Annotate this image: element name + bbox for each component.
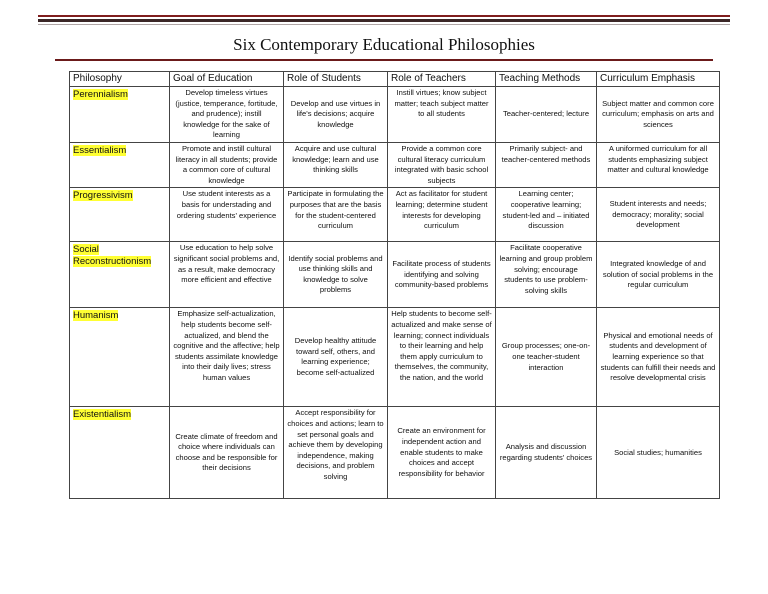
header-methods: Teaching Methods bbox=[496, 72, 597, 87]
goal-cell: Create climate of freedom and choice where individuals can choose and be responsible for their decisions bbox=[170, 407, 284, 499]
table-row bbox=[70, 188, 720, 242]
header-students: Role of Students bbox=[284, 72, 388, 87]
header-row bbox=[70, 72, 720, 87]
students-cell: Participate in formulating the purposes that are the basis for the student-centered curriculum bbox=[284, 188, 388, 242]
philosophy-name: Essentialism bbox=[73, 144, 127, 156]
students-cell: Develop healthy attitude toward self, others, and learning experience; become self-actualized bbox=[284, 308, 388, 407]
philosophy-cell bbox=[70, 142, 170, 187]
students-cell: Acquire and use cultural knowledge; learn and use thinking skills bbox=[284, 142, 388, 187]
table-row bbox=[70, 407, 720, 499]
header-curriculum: Curriculum Emphasis bbox=[597, 72, 720, 87]
top-border-line bbox=[38, 19, 730, 22]
curriculum-cell: Integrated knowledge of and solution of social problems in the regular curriculum bbox=[597, 242, 720, 308]
methods-cell: Analysis and discussion regarding students' choices bbox=[496, 407, 597, 499]
teachers-cell: Act as facilitator for student learning; determine student interests for developing curriculum bbox=[388, 188, 496, 242]
top-border-line bbox=[38, 24, 730, 25]
table-row bbox=[70, 87, 720, 143]
teachers-cell: Facilitate process of students identifying and solving community-based problems bbox=[388, 242, 496, 308]
philosophy-name: Progressivism bbox=[73, 190, 133, 202]
methods-cell: Teacher-centered; lecture bbox=[496, 87, 597, 143]
philosophy-cell bbox=[70, 87, 170, 143]
students-cell: Identify social problems and use thinking skills and knowledge to solve problems bbox=[284, 242, 388, 308]
table-row bbox=[70, 242, 720, 308]
curriculum-cell: Student interests and needs; democracy; morality; social development bbox=[597, 188, 720, 242]
philosophies-table bbox=[69, 71, 720, 499]
table-row bbox=[70, 308, 720, 407]
philosophy-name: Existentialism bbox=[73, 409, 132, 421]
curriculum-cell: Subject matter and common core curriculum; emphasis on arts and sciences bbox=[597, 87, 720, 143]
title-underline bbox=[55, 59, 713, 61]
methods-cell: Facilitate cooperative learning and group problem solving; encourage students to use problem-solving skills bbox=[496, 242, 597, 308]
curriculum-cell: A uniformed curriculum for all students emphasizing subject matter and cultural knowledge bbox=[597, 142, 720, 187]
methods-cell: Group processes; one-on-one teacher-student interaction bbox=[496, 308, 597, 407]
philosophy-name: Humanism bbox=[73, 310, 119, 322]
header-goal: Goal of Education bbox=[170, 72, 284, 87]
philosophy-cell bbox=[70, 407, 170, 499]
page-title: Six Contemporary Educational Philosophies bbox=[233, 35, 535, 54]
philosophy-cell bbox=[70, 188, 170, 242]
goal-cell: Emphasize self-actualization, help students become self-actualized, and blend the cognitive and the affective; help students assimilate knowledge into their daily lives; stress human values bbox=[170, 308, 284, 407]
curriculum-cell: Social studies; humanities bbox=[597, 407, 720, 499]
students-cell: Accept responsibility for choices and actions; learn to set personal goals and achieve them by developing independence, making decisions, and problem solving bbox=[284, 407, 388, 499]
teachers-cell: Help students to become self-actualized and make sense of learning; connect individuals to their learning and help them apply curriculum to themselves, the community, the nation, and the world bbox=[388, 308, 496, 407]
philosophy-name: Social Reconstructionism bbox=[73, 244, 152, 268]
teachers-cell: Provide a common core cultural literacy curriculum integrated with basic school subjects bbox=[388, 142, 496, 187]
philosophy-cell bbox=[70, 242, 170, 308]
teachers-cell: Create an environment for independent action and enable students to make choices and accept responsibility for behavior bbox=[388, 407, 496, 499]
goal-cell: Promote and instill cultural literacy in all students; provide a common core of cultural knowledge bbox=[170, 142, 284, 187]
top-border bbox=[38, 15, 730, 25]
header-philosophy: Philosophy bbox=[70, 72, 170, 87]
header-teachers: Role of Teachers bbox=[388, 72, 496, 87]
methods-cell: Learning center; cooperative learning; student-led and – initiated discussion bbox=[496, 188, 597, 242]
goal-cell: Develop timeless virtues (justice, temperance, fortitude, and prudence); instill knowledge for the sake of learning bbox=[170, 87, 284, 143]
teachers-cell: Instill virtues; know subject matter; teach subject matter to all students bbox=[388, 87, 496, 143]
goal-cell: Use student interests as a basis for understading and ordering students' experience bbox=[170, 188, 284, 242]
students-cell: Develop and use virtues in life's decisions; acquire knowledge bbox=[284, 87, 388, 143]
curriculum-cell: Physical and emotional needs of students and development of learning experience so that students can fulfill their needs and resolve developmental crisis bbox=[597, 308, 720, 407]
philosophy-name: Perennialism bbox=[73, 89, 128, 100]
goal-cell: Use education to help solve significant social problems and, as a result, make democracy more efficient and effective bbox=[170, 242, 284, 308]
methods-cell: Primarily subject- and teacher-centered methods bbox=[496, 142, 597, 187]
top-border-line bbox=[38, 15, 730, 17]
philosophy-cell bbox=[70, 308, 170, 407]
table-row bbox=[70, 142, 720, 187]
